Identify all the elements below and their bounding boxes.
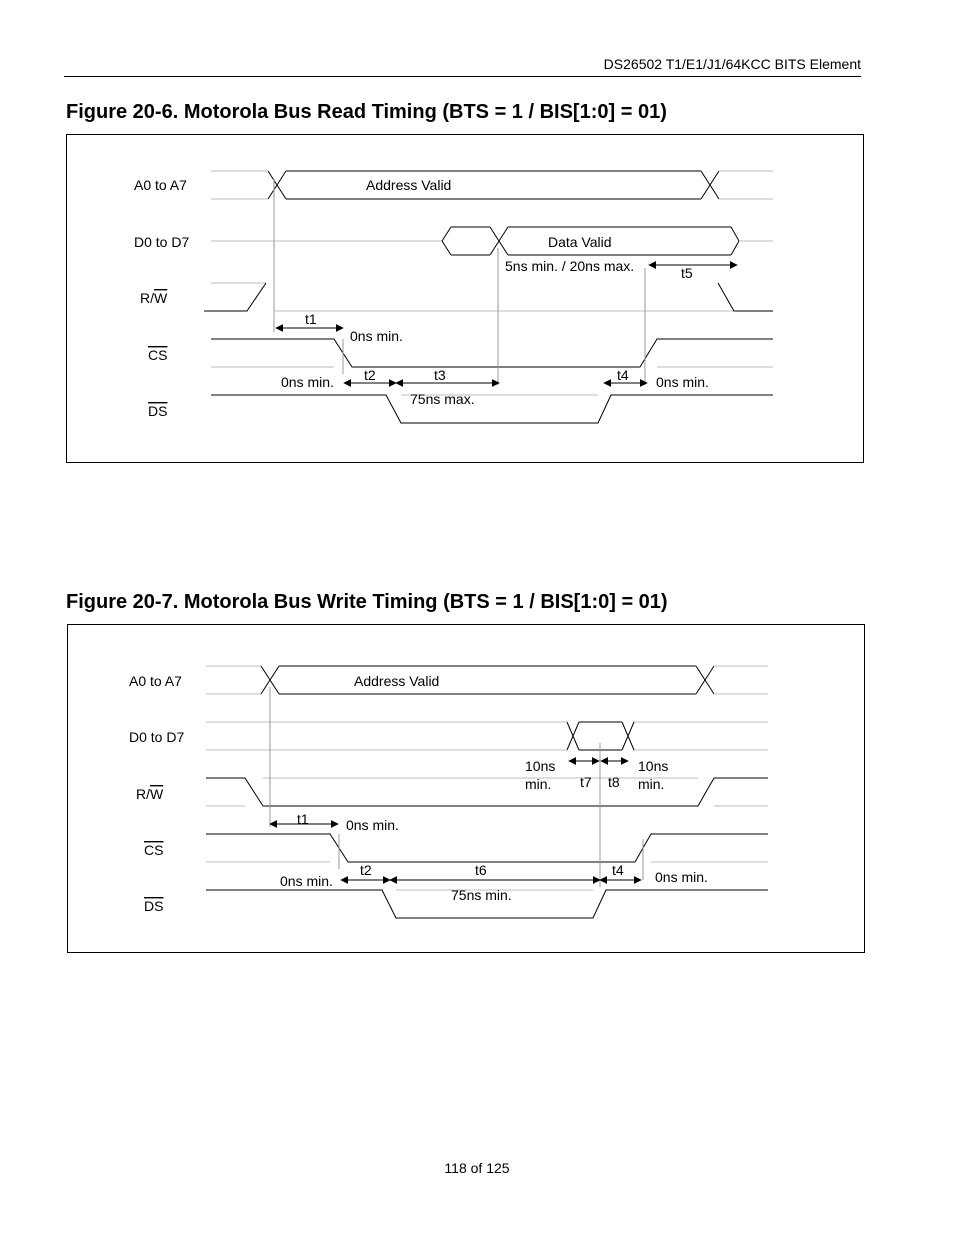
- write-timing-diagram: [68, 625, 863, 951]
- figure-20-6-box: [66, 134, 864, 463]
- data-bus-waveform: [206, 722, 768, 750]
- t8-note-line2: min.: [638, 776, 665, 792]
- t2-label: t2: [364, 367, 376, 383]
- t2-note: 0ns min.: [280, 873, 333, 889]
- signal-label-data: D0 to D7: [134, 234, 190, 250]
- t4-note: 0ns min.: [656, 374, 709, 390]
- t1-label: t1: [305, 311, 317, 327]
- t3-label: t3: [434, 367, 446, 383]
- signal-label-ds: DS: [148, 403, 168, 419]
- address-valid-label: Address Valid: [354, 673, 440, 689]
- signal-label-address: A0 to A7: [134, 177, 187, 193]
- t5-note: 5ns min. / 20ns max.: [505, 258, 635, 274]
- figure-20-7-title: Figure 20-7. Motorola Bus Write Timing (BTS = 1 / BIS[1:0] = 01): [66, 591, 668, 613]
- cs-waveform: [206, 834, 768, 862]
- signal-label-data: D0 to D7: [129, 729, 185, 745]
- cs-waveform: [211, 339, 773, 367]
- read-timing-diagram: [67, 135, 862, 461]
- t5-label: t5: [681, 265, 693, 281]
- t1-note: 0ns min.: [346, 817, 399, 833]
- signal-label-cs: CS: [148, 347, 168, 363]
- t6-label: t6: [475, 862, 487, 878]
- t2-label: t2: [360, 862, 372, 878]
- address-valid-label: Address Valid: [366, 177, 452, 193]
- t1-note: 0ns min.: [350, 328, 403, 344]
- rw-waveform: [204, 283, 773, 311]
- t4-label: t4: [612, 862, 624, 878]
- t1-label: t1: [297, 811, 309, 827]
- t4-note: 0ns min.: [655, 869, 708, 885]
- figure-20-7-box: [67, 624, 865, 953]
- t7-note-line2: min.: [525, 776, 552, 792]
- address-bus-waveform: [206, 666, 768, 694]
- signal-label-address: A0 to A7: [129, 673, 182, 689]
- t8-note-line1: 10ns: [638, 758, 669, 774]
- t6-note: 75ns min.: [451, 887, 512, 903]
- signal-label-ds: DS: [144, 898, 164, 914]
- data-valid-label: Data Valid: [548, 234, 612, 250]
- data-bus-waveform: [211, 227, 773, 255]
- figure-20-6-title: Figure 20-6. Motorola Bus Read Timing (BTS = 1 / BIS[1:0] = 01): [66, 101, 667, 123]
- signal-label-cs: CS: [144, 842, 164, 858]
- signal-label-rw: R/W: [136, 786, 164, 802]
- rw-waveform: [206, 778, 768, 806]
- document-title: DS26502 T1/E1/J1/64KCC BITS Element: [603, 56, 861, 72]
- header-rule: [64, 76, 861, 77]
- address-bus-waveform: [211, 171, 773, 199]
- page-number: 118 of 125: [444, 1160, 510, 1176]
- signal-label-rw: R/W: [140, 290, 168, 306]
- t4-label: t4: [617, 367, 629, 383]
- t7-note-line1: 10ns: [525, 758, 556, 774]
- t3-note: 75ns max.: [410, 391, 475, 407]
- t7-label: t7: [580, 774, 592, 790]
- ds-waveform: [211, 395, 773, 423]
- t8-label: t8: [608, 774, 620, 790]
- t2-note: 0ns min.: [281, 374, 334, 390]
